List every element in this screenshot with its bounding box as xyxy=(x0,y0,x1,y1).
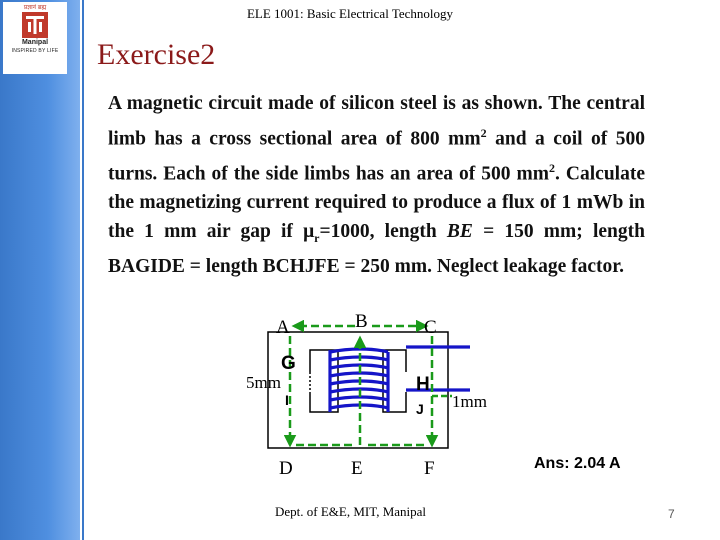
label-H: H xyxy=(416,374,430,395)
page-number: 7 xyxy=(668,507,675,521)
label-J: J xyxy=(416,401,424,417)
logo-motto: प्रज्ञानं ब्रह्म xyxy=(23,4,47,11)
label-G: G xyxy=(281,353,296,374)
footer-department: Dept. of E&E, MIT, Manipal xyxy=(275,504,427,519)
label-A: A xyxy=(276,317,290,338)
label-F: F xyxy=(424,458,435,479)
coil-winding xyxy=(330,347,470,412)
label-gap-right: 1mm xyxy=(452,392,487,411)
label-C: C xyxy=(424,317,437,338)
label-I: I xyxy=(285,392,289,408)
label-gap-left: 5mm xyxy=(246,373,281,392)
logo-name: Manipal xyxy=(21,39,49,46)
label-E: E xyxy=(351,458,363,479)
slide-title: Exercise2 xyxy=(97,38,216,71)
problem-statement: A magnetic circuit made of silicon steel is as shown. The central limb has a cross sectional area of 800 $mm^2$ and a coil of 500 turns. Each of the side limbs has an area of 500 $mm^2$. Calculate the magnetizing current required to produce a flux of 1 mWb in the 1 mm air gap if $\mu_r=1000$, length BE = 150 mm; length BAGIDE = length BCHJFE = 250 mm. Neglect leakage factor. xyxy=(108,93,645,277)
answer-text: Ans: 2.04 A xyxy=(534,455,621,472)
course-header: ELE 1001: Basic Electrical Technology xyxy=(246,6,454,21)
label-D: D xyxy=(279,458,293,479)
label-B: B xyxy=(355,311,368,332)
logo-tagline: INSPIRED BY LIFE xyxy=(11,48,59,54)
